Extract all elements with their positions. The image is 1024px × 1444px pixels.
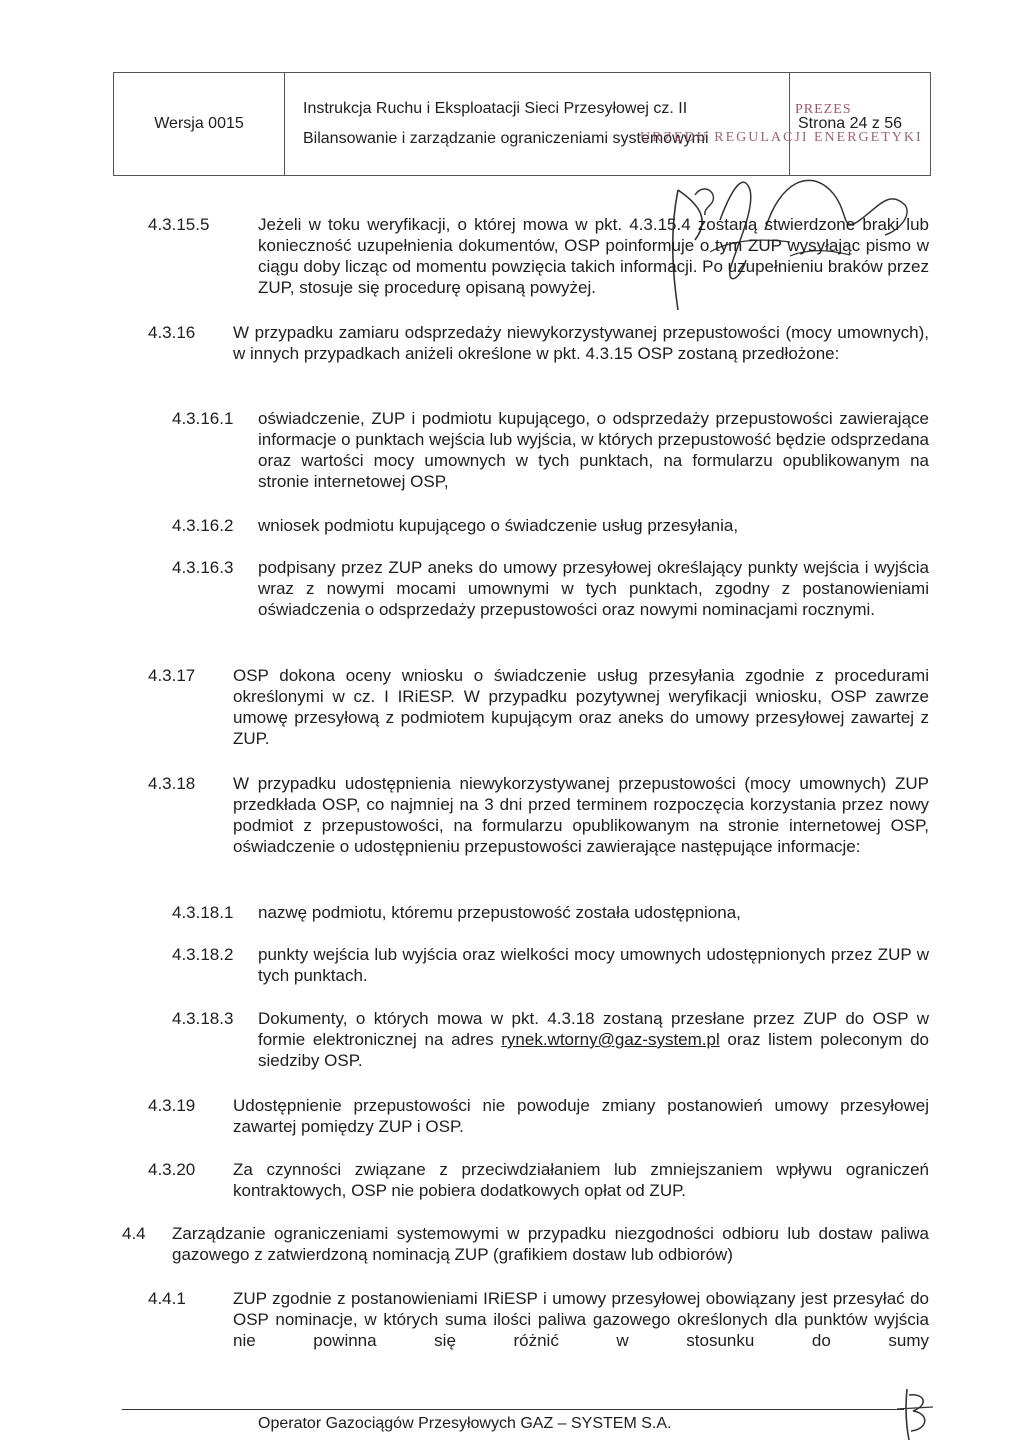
section-number: 4.3.18.3 bbox=[172, 1009, 234, 1028]
section-text: OSP dokona oceny wniosku o świadczenie usług przesyłania zgodnie z procedurami określonymi w cz. I IRiESP. W przypadku pozytywnej weryfikacji wniosku, OSP zawrze umowę przesyłową z podmiotem kupującym oraz aneks do umowy przesyłowej zawartej z ZUP. bbox=[233, 666, 929, 748]
page-number: Strona 24 z 56 bbox=[798, 115, 903, 132]
section-number: 4.3.18 bbox=[148, 774, 196, 793]
section-text: ZUP zgodnie z postanowieniami IRiESP i umowy przesyłowej obowiązany jest przesyłać do OSP nominacje, w których suma ilości paliwa gazowego określonych dla punktów wyjścia nie powinna się różnić w stosunku do sumy bbox=[233, 1289, 929, 1350]
section-text: wniosek podmiotu kupującego o świadczenie usług przesyłania, bbox=[258, 516, 739, 535]
section-text: W przypadku udostępnienia niewykorzystywanej przepustowości (mocy umownych) ZUP przedkłada OSP, co najmniej na 3 dni przed terminem rozpoczęcia korzystania przez nowy podmiot z przepustowości, na formularzu opublikowanym na stronie internetowej OSP, oświadczenie o udostępnieniu przepustowości zawierające następujące informacje: bbox=[233, 774, 929, 856]
section-text: punkty wejścia lub wyjścia oraz wielkości mocy umownych udostępnionych przez ZUP w tych punktach. bbox=[258, 945, 929, 985]
email-link[interactable]: rynek.wtorny@gaz-system.pl bbox=[501, 1030, 720, 1049]
section-text: nazwę podmiotu, któremu przepustowość została udostępniona, bbox=[258, 903, 741, 922]
section-text bbox=[258, 1008, 929, 1071]
text-before-email: Dokumenty, o których mowa w pkt. 4.3.18 zostaną przesłane przez ZUP do OSP w formie elektronicznej na adres bbox=[258, 1009, 929, 1049]
section-text: Udostępnienie przepustowości nie powoduje zmiany postanowień umowy przesyłowej zawartej pomiędzy ZUP i OSP. bbox=[233, 1096, 929, 1136]
document-subtitle: Bilansowanie i zarządzanie ograniczeniami systemowymi bbox=[303, 130, 709, 147]
text-after-email: oraz listem poleconym do siedziby OSP. bbox=[258, 1030, 929, 1070]
section-number: 4.3.18.1 bbox=[172, 903, 234, 922]
section-number: 4.4.1 bbox=[148, 1289, 186, 1308]
section-number: 4.3.16.2 bbox=[172, 516, 234, 535]
section-number: 4.3.16.1 bbox=[172, 409, 234, 428]
version-label: Wersja 0015 bbox=[154, 115, 244, 132]
handwritten-initials-icon bbox=[895, 1385, 935, 1444]
section-number: 4.3.15.5 bbox=[148, 215, 210, 234]
document-header bbox=[113, 72, 931, 176]
section-text: W przypadku zamiaru odsprzedaży niewykorzystywanej przepustowości (mocy umownych), w innych przypadkach aniżeli określone w pkt. 4.3.15 OSP zostaną przedłożone: bbox=[233, 323, 929, 363]
section-number: 4.3.20 bbox=[148, 1160, 196, 1179]
footer-divider bbox=[122, 1409, 904, 1410]
section-text: Za czynności związane z przeciwdziałaniem lub zmniejszaniem wpływu ograniczeń kontraktowych, OSP nie pobiera dodatkowych opłat od ZUP. bbox=[233, 1160, 929, 1200]
stamp-line-2: URZĘDU REGULACJI ENERGETYKI bbox=[640, 130, 923, 145]
section-text: oświadczenie, ZUP i podmiotu kupującego, o odsprzedaży przepustowości zawierające informacje o punktach wejścia lub wyjścia, w których przepustowość będzie odsprzedana oraz wartości mocy umownych w tych punktach, na formularzu opublikowanym na stronie internetowej OSP, bbox=[258, 409, 929, 491]
section-text: podpisany przez ZUP aneks do umowy przesyłowej określający punkty wejścia i wyjścia wraz z nowymi mocami umownymi w tych punktach, zgodny z postanowieniami oświadczenia o odsprzedaży przepustowości oraz nowymi nominacjami rocznymi. bbox=[258, 558, 929, 619]
stamp-line-1: PREZES bbox=[795, 102, 852, 117]
section-number: 4.3.16 bbox=[148, 323, 196, 342]
section-number: 4.3.18.2 bbox=[172, 945, 234, 964]
version-cell bbox=[114, 73, 285, 175]
section-number: 4.3.19 bbox=[148, 1096, 196, 1115]
title-cell bbox=[285, 73, 790, 175]
section-number: 4.3.16.3 bbox=[172, 558, 234, 577]
section-number: 4.3.17 bbox=[148, 666, 196, 685]
footer-company: Operator Gazociągów Przesyłowych GAZ – SYSTEM S.A. bbox=[258, 1415, 672, 1432]
document-title: Instrukcja Ruchu i Eksploatacji Sieci Przesyłowej cz. II bbox=[303, 100, 688, 117]
section-heading: Zarządzanie ograniczeniami systemowymi w przypadku niezgodności odbioru lub dostaw paliwa gazowego z zatwierdzoną nominacją ZUP (grafikiem dostaw lub odbiorów) bbox=[172, 1224, 929, 1264]
page-cell bbox=[790, 73, 930, 175]
section-text: Jeżeli w toku weryfikacji, o której mowa w pkt. 4.3.15.4 zostaną stwierdzone braki lub konieczność uzupełnienia dokumentów, OSP poinformuje o tym ZUP wysyłając pismo w ciągu doby licząc od momentu powzięcia takich informacji. Po uzupełnieniu braków przez ZUP, stosuje się procedurę opisaną powyżej. bbox=[258, 215, 929, 297]
section-number: 4.4 bbox=[122, 1224, 146, 1243]
